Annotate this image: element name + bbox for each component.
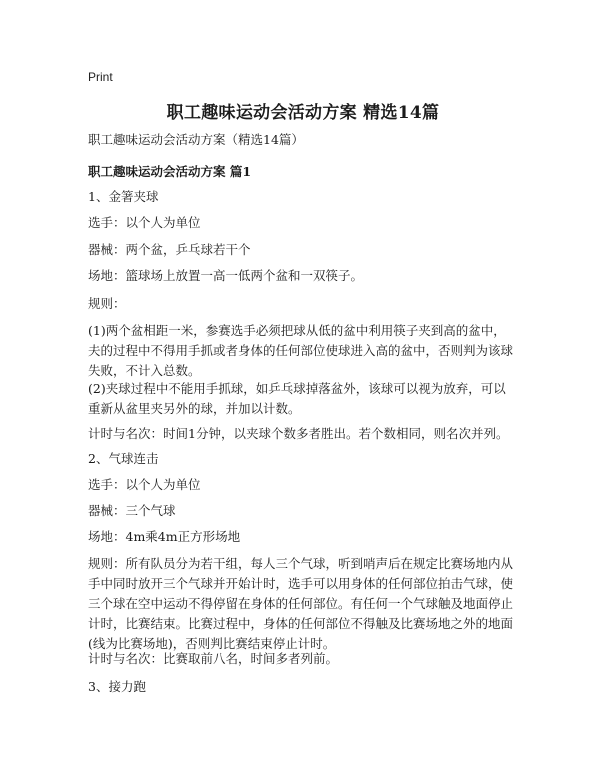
list-item: 2、气球连击 bbox=[88, 451, 159, 466]
list-item: 场地：4m乘4m正方形场地 bbox=[88, 529, 241, 544]
list-item: (2)夹球过程中不能用手抓球，如乒乓球掉落盆外，该球可以视为放弃，可以重新从盆里夹另外的球，并加以计数。 bbox=[88, 381, 506, 416]
list-item: 规则： bbox=[88, 296, 126, 311]
print-link[interactable]: Print bbox=[88, 70, 113, 84]
document-title: 职工趣味运动会活动方案 精选14篇 bbox=[166, 103, 440, 123]
list-item: 器械：两个盆，乒乓球若干个 bbox=[88, 242, 251, 257]
list-item: 3、接力跑 bbox=[88, 679, 146, 694]
list-item: 计时与名次：比赛取前八名，时间多者列前。 bbox=[88, 651, 339, 666]
list-item: 场地：篮球场上放置一高一低两个盆和一双筷子。 bbox=[88, 268, 364, 283]
list-item: 选手：以个人为单位 bbox=[88, 215, 201, 230]
list-item: 计时与名次：时间1分钟，以夹球个数多者胜出。若个数相同，则名次并列。 bbox=[88, 426, 509, 441]
list-item: (1)两个盆相距一米，参赛选手必须把球从低的盆中利用筷子夹到高的盆中，夫的过程中不得用手抓或者身体的任何部位使球进入高的盆中，否则判为该球失败，不计入总数。 bbox=[88, 323, 514, 378]
document-subtitle: 职工趣味运动会活动方案（精选14篇） bbox=[88, 132, 304, 147]
section-heading: 职工趣味运动会活动方案 篇1 bbox=[88, 164, 252, 179]
list-item: 选手：以个人为单位 bbox=[88, 477, 201, 492]
list-item: 器械：三个气球 bbox=[88, 503, 176, 518]
list-item: 1、金箸夹球 bbox=[88, 189, 159, 204]
list-item: 规则：所有队员分为若干组，每人三个气球，听到哨声后在规定比赛场地内从手中同时放开三个气球并开始计时，选手可以用身体的任何部位拍击气球，使三个球在空中运动不得停留在身体的任何部位。有任何一个气球触及地面停止计时，比赛结束。比赛过程中，身体的任何部位不得触及比赛场地之外的地面(线为比赛场地)，否则判比赛结束停止计时。 bbox=[88, 556, 514, 651]
